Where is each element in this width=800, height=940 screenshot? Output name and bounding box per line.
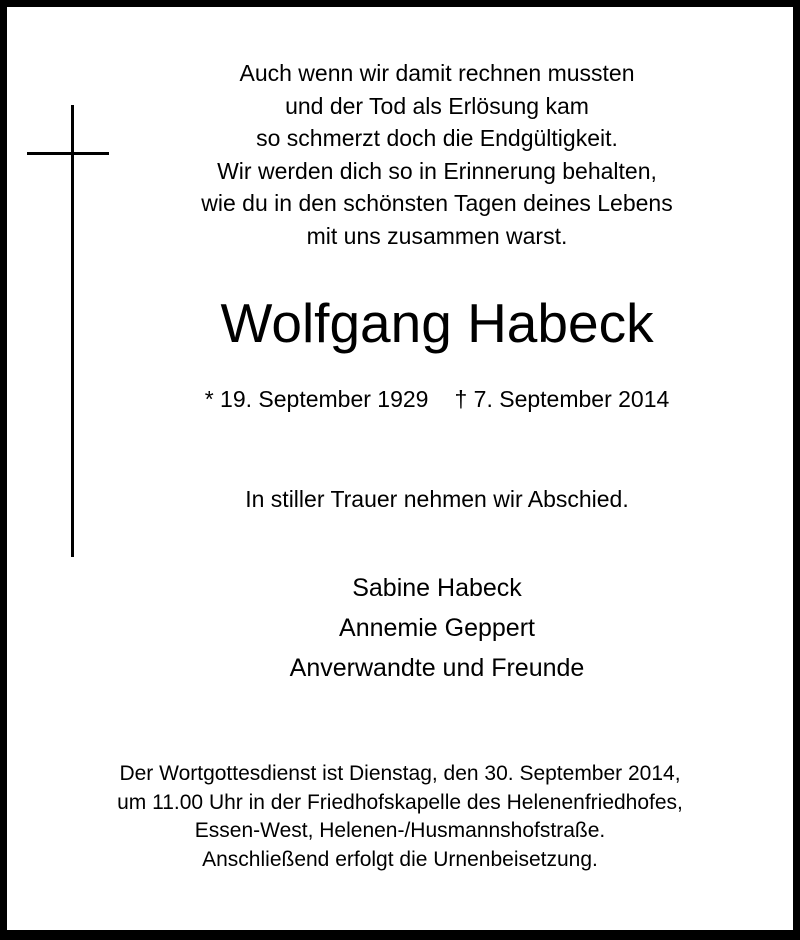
mourner-name: Sabine Habeck — [352, 574, 522, 602]
service-details — [7, 760, 793, 874]
service-line: Essen-West, Helenen-/Husmannshofstraße. — [194, 819, 606, 842]
verse-line: wie du in den schönsten Tagen deines Lebens — [201, 190, 673, 217]
verse-line: Wir werden dich so in Erinnerung behalten, — [217, 157, 657, 184]
mourner-name: Anverwandte und Freunde — [289, 654, 585, 682]
verse-line: und der Tod als Erlösung kam — [285, 92, 589, 119]
verse-line: so schmerzt doch die Endgültigkeit. — [256, 125, 618, 152]
farewell-text: In stiller Trauer nehmen wir Abschied. — [245, 486, 629, 512]
verse-line: mit uns zusammen warst. — [306, 222, 568, 249]
service-line: Anschließend erfolgt die Urnenbeisetzung. — [202, 847, 598, 871]
death-date: † 7. September 2014 — [454, 386, 670, 412]
mourners-list — [67, 568, 800, 688]
service-line: Der Wortgottesdienst ist Dienstag, den 30. September 2014, — [119, 762, 681, 785]
birth-date: * 19. September 1929 — [204, 386, 429, 412]
life-dates — [67, 383, 800, 415]
service-line: um 11.00 Uhr in der Friedhofskapelle des Helenenfriedhofes, — [117, 790, 683, 814]
memorial-verse — [67, 57, 800, 253]
mourner-name: Annemie Geppert — [339, 614, 535, 642]
deceased-name: Wolfgang Habeck — [220, 292, 654, 354]
verse-line: Auch wenn wir damit rechnen mussten — [239, 60, 635, 86]
